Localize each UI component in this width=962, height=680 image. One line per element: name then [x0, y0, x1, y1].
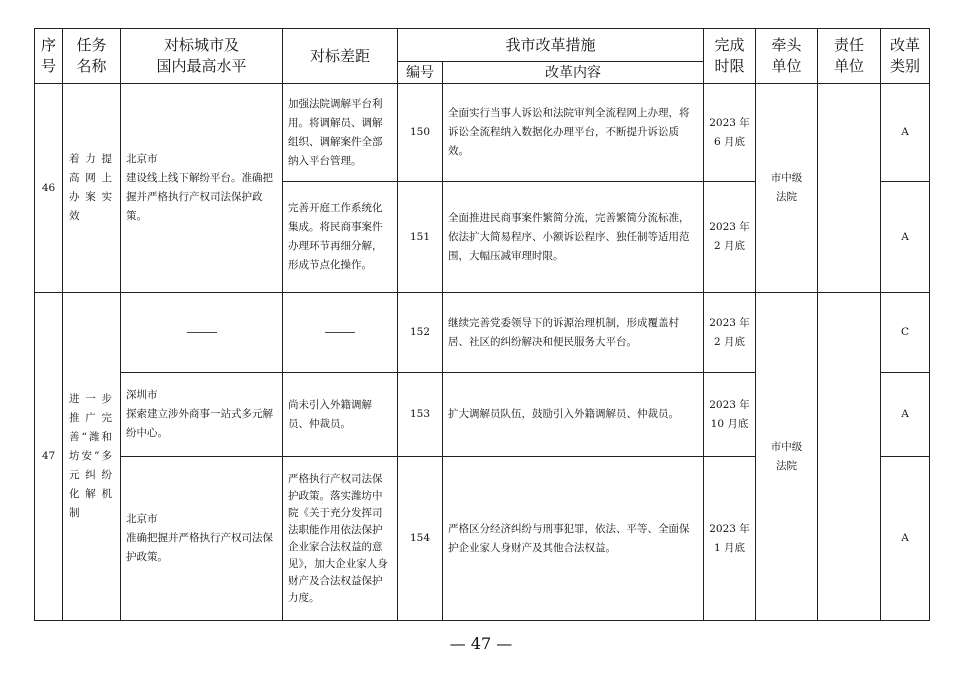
row-task — [63, 293, 121, 621]
deadline-month: 1 月底 — [714, 541, 746, 554]
row-content — [443, 457, 704, 621]
row-gap — [283, 373, 398, 457]
deadline-year: 2023 年 — [709, 221, 750, 233]
row-task-text: 进一步推广完善“潍和坊安”多元纠纷化解机制 — [69, 393, 114, 519]
header-deadline-line2: 时限 — [714, 57, 745, 75]
row-lead — [756, 293, 818, 621]
header-seq — [35, 29, 63, 84]
empty-dash — [187, 332, 217, 333]
row-content — [443, 182, 704, 293]
header-benchmark-line2: 国内最高水平 — [156, 57, 247, 75]
row-benchmark — [121, 373, 283, 457]
header-seq-line2: 号 — [40, 57, 56, 75]
lead-line2: 法院 — [776, 191, 798, 203]
row-task — [63, 84, 121, 293]
row-benchmark — [121, 293, 283, 373]
deadline-year: 2023 年 — [709, 522, 750, 535]
deadline-year: 2023 年 — [709, 116, 750, 129]
deadline-year: 2023 年 — [709, 398, 750, 411]
header-benchmark — [121, 29, 283, 84]
gap-text: 完善开庭工作系统化集成。将民商事案件办理环节再细分解，形成节点化操作。 — [288, 202, 383, 271]
benchmark-city: 深圳市 — [126, 389, 158, 401]
row-benchmark — [121, 457, 283, 621]
reform-measures-table — [34, 28, 930, 621]
row-deadline — [704, 457, 756, 621]
header-measures: 我市改革措施 — [398, 29, 704, 62]
header-type-line1: 改革 — [890, 36, 921, 54]
benchmark-text: 建设线上线下解纷平台。准确把握并严格执行产权司法保护政策。 — [126, 172, 273, 222]
row-gap — [283, 293, 398, 373]
row-type: A — [881, 84, 930, 182]
row-num: 151 — [398, 182, 443, 293]
row-content — [443, 373, 704, 457]
header-lead-line2: 单位 — [771, 57, 802, 75]
header-resp-line1: 责任 — [834, 36, 865, 54]
row-resp — [818, 84, 881, 293]
row-content — [443, 84, 704, 182]
table-row — [35, 84, 930, 182]
row-deadline — [704, 84, 756, 182]
row-gap — [283, 182, 398, 293]
content-text: 扩大调解员队伍，鼓励引入外籍调解员、仲裁员。 — [448, 408, 679, 420]
lead-line1: 市中级 — [770, 440, 803, 453]
header-lead-line1: 牵头 — [771, 36, 802, 54]
deadline-month: 6 月底 — [714, 135, 746, 148]
header-lead — [756, 29, 818, 84]
deadline-month: 10 月底 — [710, 417, 749, 430]
row-deadline — [704, 373, 756, 457]
content-text: 全面实行当事人诉讼和法院审判全流程网上办理，将诉讼全流程纳入数据化办理平台，不断提升诉讼质效。 — [448, 107, 690, 157]
benchmark-text: 探索建立涉外商事一站式多元解纷中心。 — [126, 408, 273, 439]
row-lead — [756, 84, 818, 293]
header-deadline — [704, 29, 756, 84]
benchmark-city: 北京市 — [126, 153, 158, 165]
row-content — [443, 293, 704, 373]
header-num: 编号 — [398, 62, 443, 84]
header-deadline-line1: 完成 — [714, 36, 745, 54]
content-text: 全面推进民商事案件繁简分流，完善繁简分流标准，依法扩大简易程序、小额诉讼程序、独任制等适用范围，大幅压减审理时限。 — [448, 211, 690, 262]
content-text: 严格区分经济纠纷与刑事犯罪，依法、平等、全面保护企业家人身财产及其他合法权益。 — [448, 522, 690, 554]
header-task-line2: 名称 — [76, 57, 107, 75]
gap-text: 加强法院调解平台利用。将调解员、调解组织、调解案件全部纳入平台管理。 — [288, 97, 383, 167]
header-task-line1: 任务 — [76, 36, 107, 54]
header-benchmark-line1: 对标城市及 — [163, 36, 239, 54]
content-text: 继续完善党委领导下的诉源治理机制，形成覆盖村居、社区的纠纷解决和便民服务大平台。 — [448, 316, 679, 348]
lead-line2: 法院 — [776, 459, 798, 472]
row-deadline — [704, 182, 756, 293]
benchmark-text: 准确把握并严格执行产权司法保护政策。 — [126, 532, 273, 563]
row-resp — [818, 293, 881, 621]
deadline-year: 2023 年 — [709, 316, 750, 329]
row-type: A — [881, 182, 930, 293]
header-type-line2: 类别 — [890, 57, 921, 75]
gap-text: 尚未引入外籍调解员、仲裁员。 — [288, 398, 372, 430]
row-seq: 47 — [35, 293, 63, 621]
header-task — [63, 29, 121, 84]
header-content: 改革内容 — [443, 62, 704, 84]
row-type: A — [881, 373, 930, 457]
row-benchmark — [121, 84, 283, 293]
header-type — [881, 29, 930, 84]
row-num: 153 — [398, 373, 443, 457]
row-gap — [283, 457, 398, 621]
benchmark-city: 北京市 — [126, 513, 158, 525]
row-type: C — [881, 293, 930, 373]
row-task-text: 着力提高网上办案实效 — [69, 153, 114, 222]
gap-text: 严格执行产权司法保护政策。落实潍坊中院《关于充分发挥司法职能作用依法保护企业家合法权益的意见》，加大企业家人身财产及合法权益保护力度。 — [288, 472, 388, 604]
header-resp-line2: 单位 — [834, 57, 865, 75]
page-number: — 47 — — [449, 634, 513, 653]
row-gap — [283, 84, 398, 182]
row-num: 150 — [398, 84, 443, 182]
lead-line1: 市中级 — [770, 172, 803, 184]
header-seq-line1: 序 — [40, 36, 56, 54]
row-type: A — [881, 457, 930, 621]
row-deadline — [704, 293, 756, 373]
row-num: 154 — [398, 457, 443, 621]
row-seq: 46 — [35, 84, 63, 293]
table-row — [35, 293, 930, 373]
empty-dash — [325, 332, 355, 333]
deadline-month: 2 月底 — [714, 240, 746, 252]
row-num: 152 — [398, 293, 443, 373]
header-resp — [818, 29, 881, 84]
deadline-month: 2 月底 — [714, 335, 746, 348]
header-gap: 对标差距 — [283, 29, 398, 84]
